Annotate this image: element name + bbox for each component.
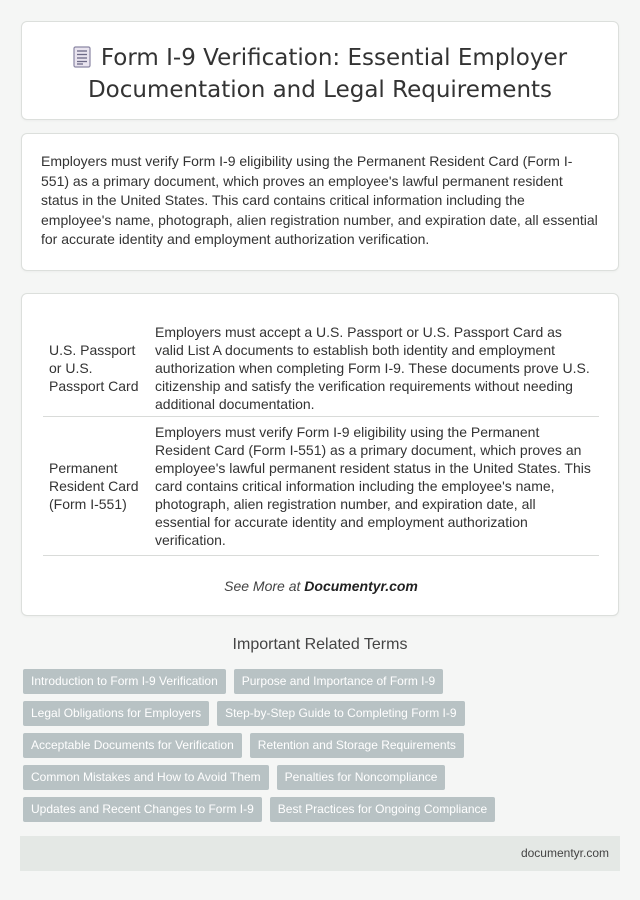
tag-row	[23, 797, 623, 829]
intro-card	[21, 133, 619, 271]
footer	[20, 836, 620, 871]
related-term-tag[interactable]: Penalties for Noncompliance	[277, 765, 446, 790]
related-term-tag[interactable]: Best Practices for Ongoing Compliance	[270, 797, 495, 822]
tag-row	[23, 669, 623, 701]
related-term-tag[interactable]: Purpose and Importance of Form I-9	[234, 669, 443, 694]
see-more-site[interactable]: Documentyr.com	[304, 577, 418, 594]
term-cell: Permanent Resident Card (Form I-551)	[43, 416, 149, 555]
see-more-prefix: See More at	[224, 577, 305, 594]
related-term-tag[interactable]: Legal Obligations for Employers	[23, 701, 209, 726]
table-row	[43, 311, 599, 416]
table-row	[43, 416, 599, 555]
related-term-tag[interactable]: Step-by-Step Guide to Completing Form I-9	[217, 701, 464, 726]
intro-text: Employers must verify Form I-9 eligibility using the Permanent Resident Card (Form I-551) as a primary document, which proves an employee's lawful permanent resident status in the United States. This card contains critical information including the employee's name, photograph, alien registration number, and expiration date, all essential for accurate identity and employment authorization verification.	[41, 153, 598, 248]
related-term-tag[interactable]: Acceptable Documents for Verification	[23, 733, 242, 758]
title-card	[21, 21, 619, 120]
related-term-tag[interactable]: Retention and Storage Requirements	[250, 733, 464, 758]
document-icon	[73, 46, 91, 76]
tag-row	[23, 701, 623, 733]
page-title-text: Form I-9 Verification: Essential Employer Documentation and Legal Requirements	[87, 45, 568, 103]
tag-row	[23, 765, 623, 797]
related-term-tag[interactable]: Common Mistakes and How to Avoid Them	[23, 765, 269, 790]
see-more-link[interactable]	[43, 578, 599, 594]
terms-table	[43, 311, 599, 556]
footer-site-link[interactable]: documentyr.com	[520, 846, 609, 860]
description-cell: Employers must verify Form I-9 eligibility using the Permanent Resident Card (Form I-551) as a primary document, which proves an employee's lawful permanent resident status in the United States. This card contains critical information including the employee's name, photograph, alien registration number, and expiration date, all essential for accurate identity and employment authorization verification.	[149, 416, 599, 555]
description-cell: Employers must accept a U.S. Passport or U.S. Passport Card as valid List A documents to establish both identity and employment authorization when completing Form I-9. These documents prove U.S. citizenship and satisfy the verification requirements without needing additional documentation.	[149, 311, 599, 416]
related-term-tag[interactable]: Introduction to Form I-9 Verification	[23, 669, 226, 694]
related-term-tag[interactable]: Updates and Recent Changes to Form I-9	[23, 797, 262, 822]
terms-table-card	[21, 293, 619, 616]
related-terms-heading: Important Related Terms	[232, 636, 408, 653]
tag-row	[23, 733, 623, 765]
related-terms-list	[23, 669, 623, 829]
term-cell: U.S. Passport or U.S. Passport Card	[43, 311, 149, 416]
page-title	[22, 44, 618, 105]
